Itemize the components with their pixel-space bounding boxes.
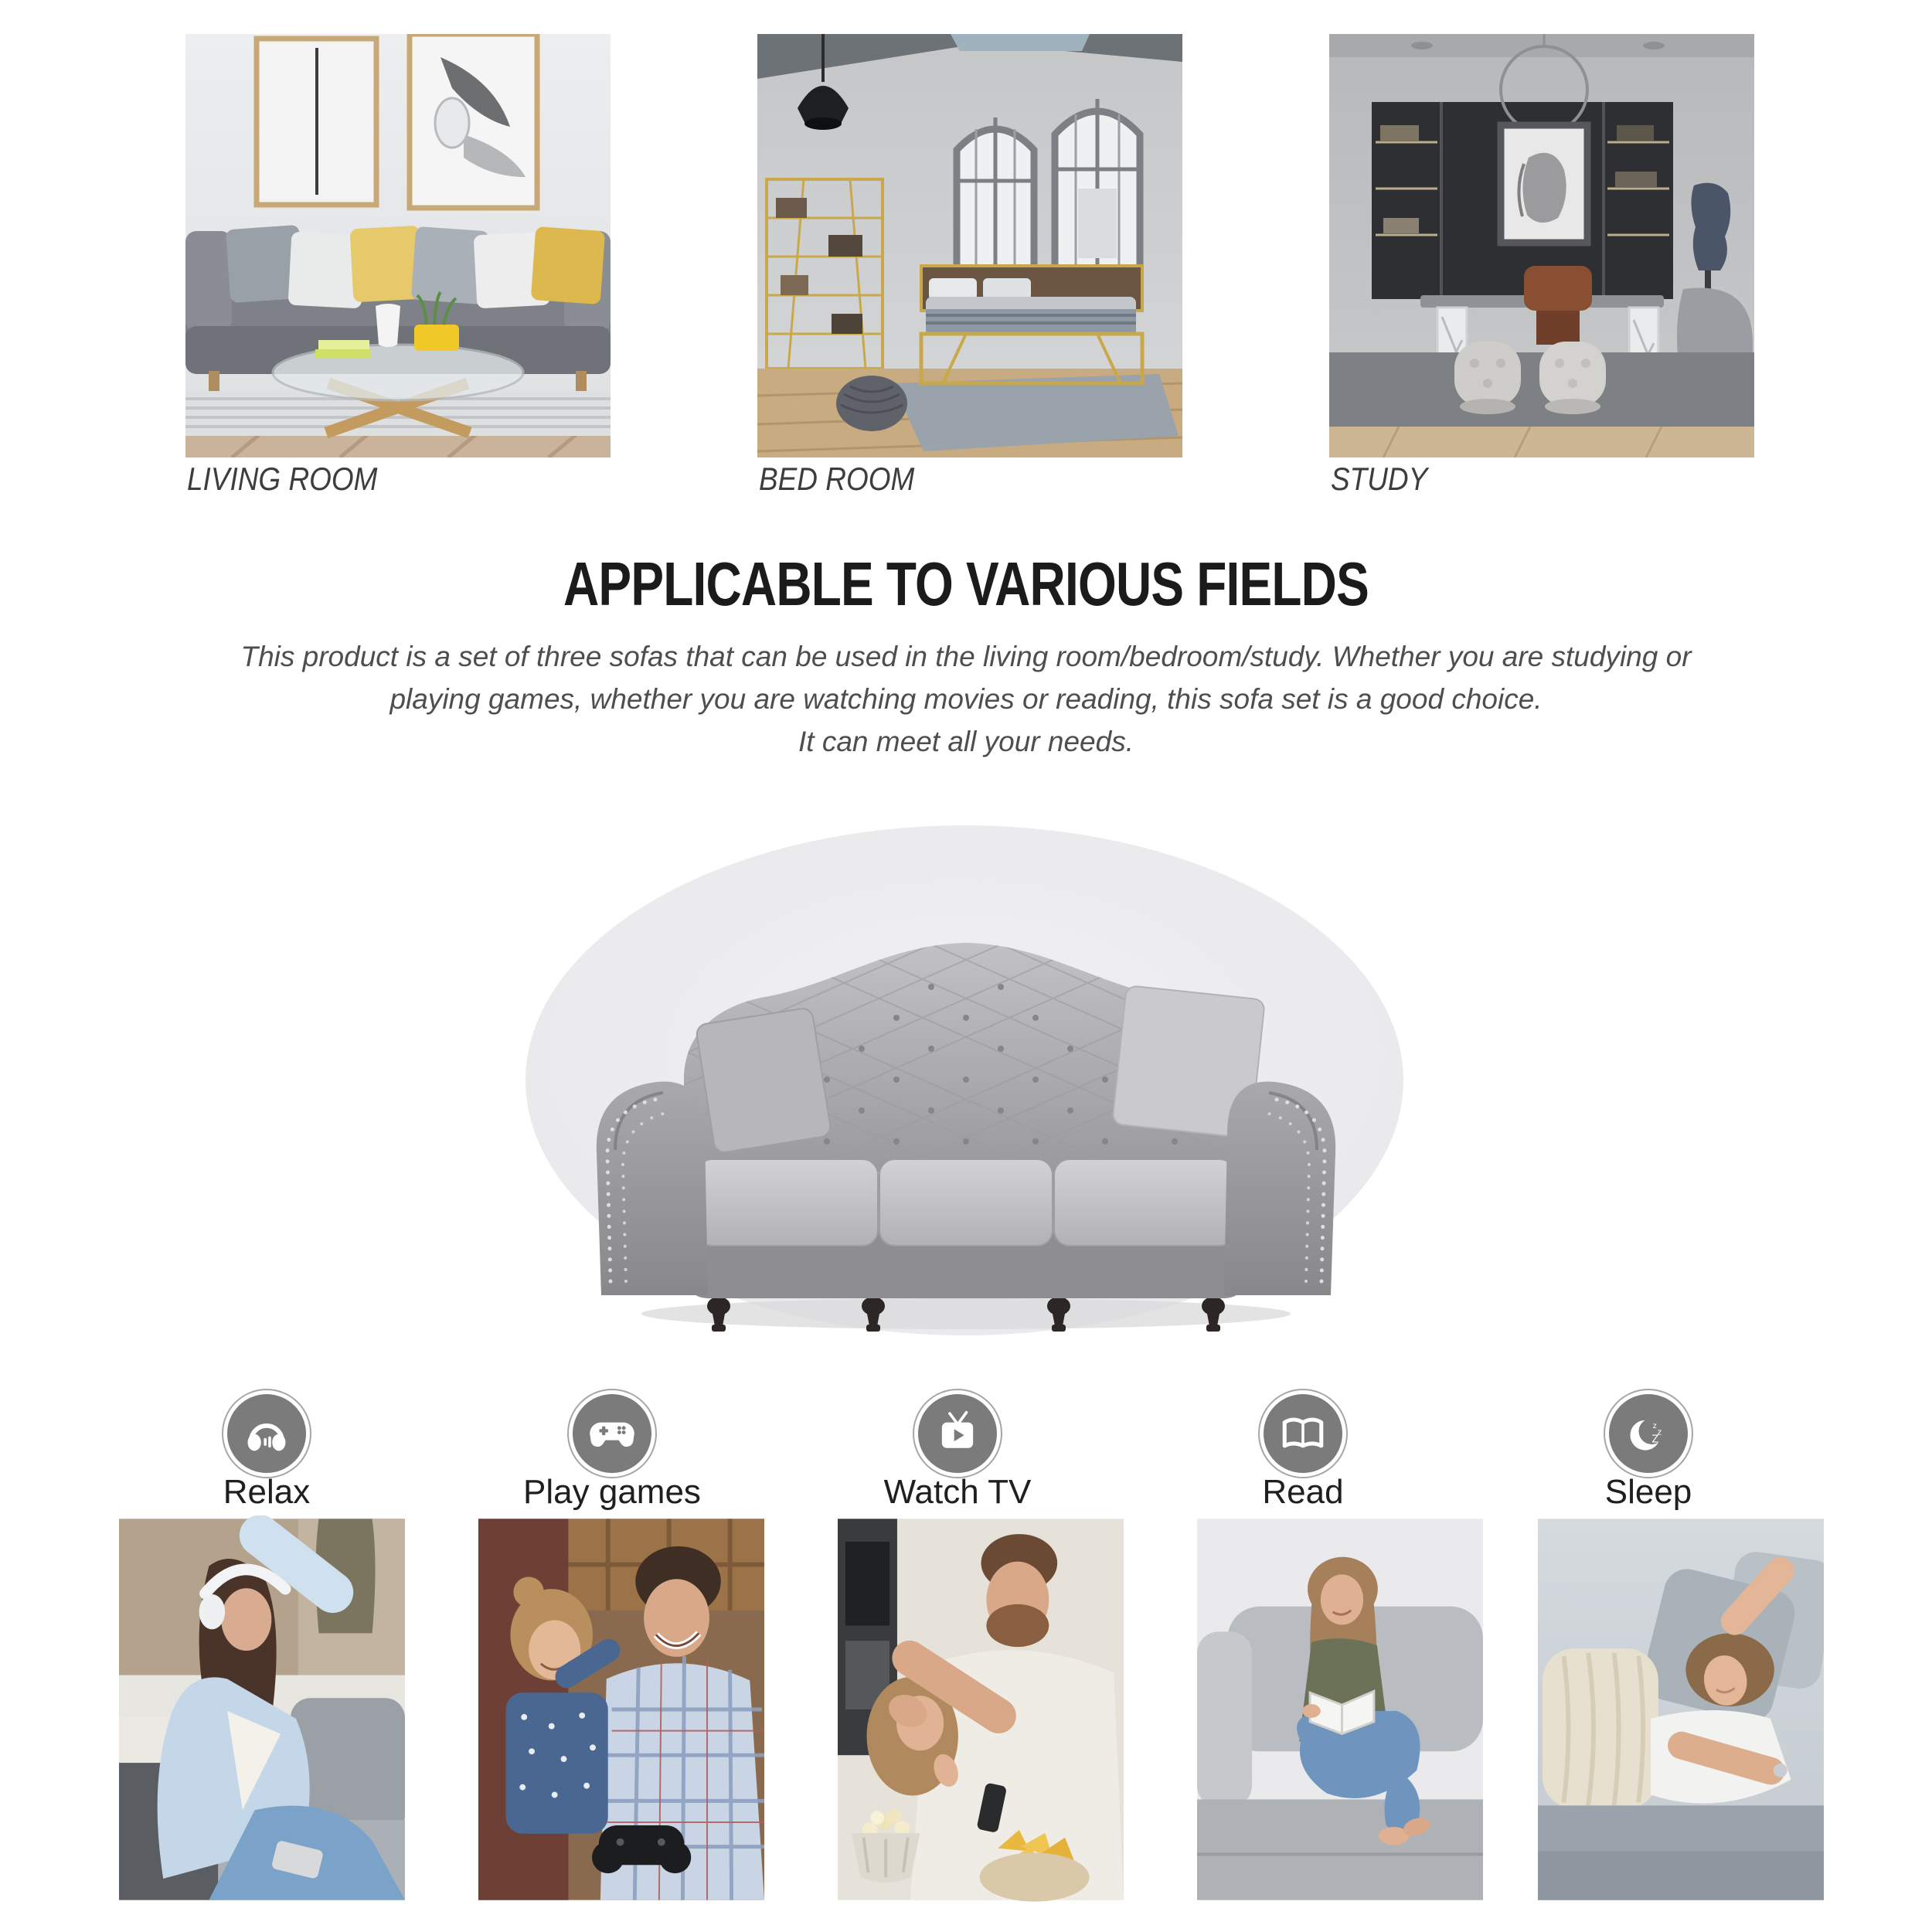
living-room-illustration [185, 34, 611, 457]
scenario-label-relax: Relax [223, 1473, 311, 1511]
room-label-bed-room: BED ROOM [759, 461, 915, 497]
sleep-icon-badge [1604, 1389, 1693, 1478]
svg-text:z: z [1657, 1427, 1662, 1437]
bed-room-illustration [757, 34, 1182, 457]
bed-room-photo [757, 34, 1182, 457]
product-sofa-image [502, 821, 1430, 1340]
room-label-study: STUDY [1331, 461, 1428, 497]
play-games-icon-badge [567, 1389, 657, 1478]
moon-icon [1609, 1394, 1688, 1473]
study-photo [1329, 34, 1754, 457]
book-icon [1264, 1394, 1342, 1473]
description-line-2: playing games, whether you are watching movies or reading, this sofa set is a good choice. [389, 683, 1543, 715]
woman-sleeping-on-sofa-photo [1538, 1515, 1824, 1903]
section-description [0, 635, 1932, 763]
father-daughter-playing-games-photo [478, 1515, 764, 1903]
scenario-label-sleep: Sleep [1604, 1473, 1692, 1511]
relax-icon-badge [222, 1389, 311, 1478]
woman-reading-on-sofa-photo [1197, 1515, 1483, 1903]
section-title: APPLICABLE TO VARIOUS FIELDS [563, 549, 1369, 618]
scenario-label-play-games: Play games [523, 1473, 701, 1511]
woman-relaxing-with-headphones-photo [119, 1515, 405, 1903]
grey-sofa-illustration [502, 821, 1430, 1340]
scenario-label-read: Read [1262, 1473, 1344, 1511]
watch-tv-icon-badge [913, 1389, 1002, 1478]
headphones-icon [227, 1394, 306, 1473]
study-illustration [1329, 34, 1754, 457]
scenario-label-watch-tv: Watch TV [883, 1473, 1032, 1511]
description-line-3: It can meet all your needs. [798, 726, 1134, 757]
gamepad-icon [573, 1394, 651, 1473]
room-label-living-room: LIVING ROOM [187, 461, 378, 497]
living-room-photo [185, 34, 611, 457]
svg-text:z: z [1652, 1421, 1657, 1430]
couple-watching-tv-photo [838, 1515, 1124, 1903]
description-line-1: This product is a set of three sofas that can be used in the living room/bedroom/study. Whether you are studying or [240, 641, 1692, 672]
svg-text:Z: Z [1651, 1434, 1659, 1446]
read-icon-badge [1258, 1389, 1348, 1478]
tv-icon [918, 1394, 997, 1473]
